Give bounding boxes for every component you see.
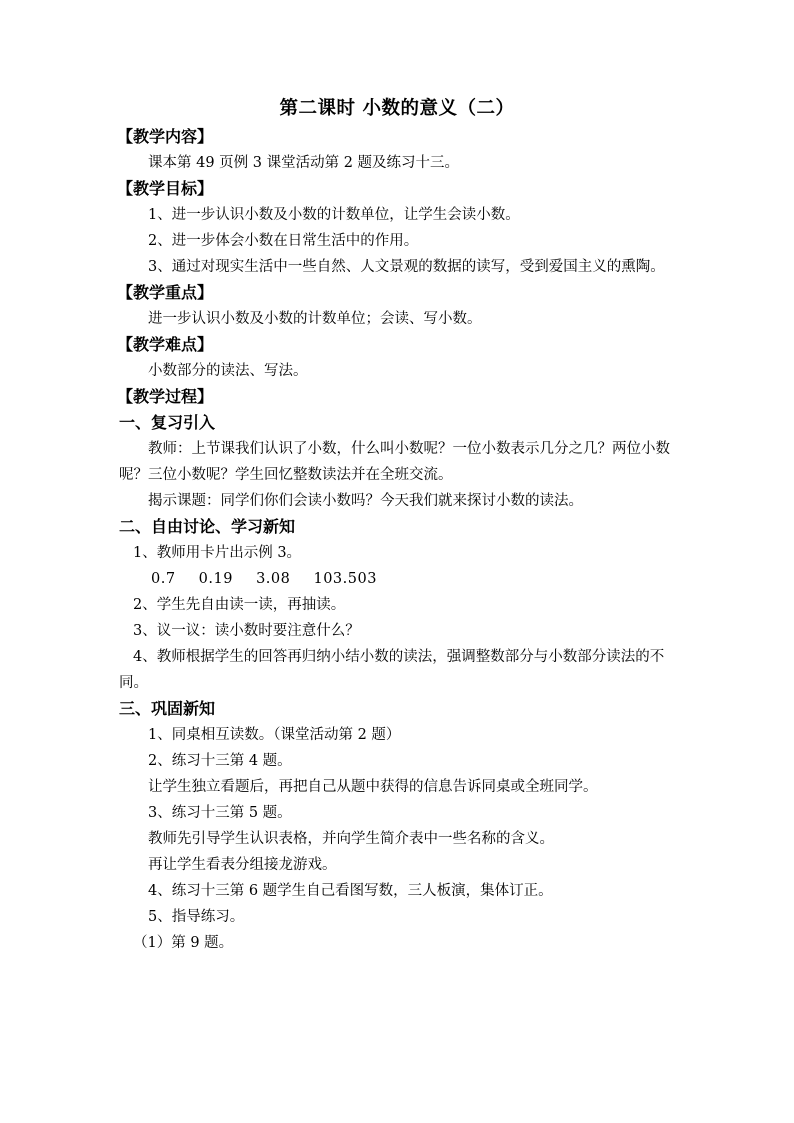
part3-item: 3、练习十三第 5 题。	[148, 805, 292, 821]
section-heading-content: 【教学内容】	[117, 127, 214, 146]
part3-text: 再让学生看表分组接龙游戏。	[148, 857, 337, 873]
part3-text: 让学生独立看题后，再把自己从题中获得的信息告诉同桌或全班同学。	[148, 779, 598, 795]
section-heading-process: 【教学过程】	[117, 387, 214, 406]
goal-item: 1、进一步认识小数及小数的计数单位，让学生会读小数。	[148, 207, 520, 223]
part1-paragraph: 揭示课题：同学们你们会读小数吗？今天我们就来探讨小数的读法。	[148, 493, 583, 509]
section-heading-difficulty: 【教学难点】	[117, 335, 214, 354]
content-text: 课本第 49 页例 3 课堂活动第 2 题及练习十三。	[148, 155, 460, 171]
part1-heading: 一、复习引入	[119, 413, 216, 432]
part3-item: 4、练习十三第 6 题学生自己看图写数，三人板演，集体订正。	[148, 883, 553, 899]
document-body	[119, 124, 679, 956]
part2-item: 3、议一议：读小数时要注意什么？	[133, 623, 360, 639]
part2-item: 1、教师用卡片出示例 3。	[133, 545, 302, 561]
example-number: 103.503	[313, 571, 377, 587]
part3-text: 教师先引导学生认识表格，并向学生简介表中一些名称的含义。	[148, 831, 554, 847]
key-text: 进一步认识小数及小数的计数单位；会读、写小数。	[148, 311, 482, 327]
goal-item: 2、进一步体会小数在日常生活中的作用。	[148, 233, 419, 249]
part2-heading: 二、自由讨论、学习新知	[119, 517, 296, 536]
difficulty-text: 小数部分的读法、写法。	[148, 363, 308, 379]
example-number: 0.19	[198, 571, 233, 587]
page-title: 第二课时 小数的意义（二）	[279, 98, 515, 119]
goal-item: 3、通过对现实生活中一些自然、人文景观的数据的读写，受到爱国主义的熏陶。	[148, 259, 665, 275]
part3-item: 1、同桌相互读数。（课堂活动第 2 题）	[148, 727, 401, 743]
example-number: 3.08	[256, 571, 291, 587]
part2-item: 2、学生先自由读一读，再抽读。	[133, 597, 346, 613]
example-numbers	[119, 566, 679, 592]
part3-subitem: （1）第 9 题。	[133, 935, 234, 951]
section-heading-goals: 【教学目标】	[117, 179, 214, 198]
part1-paragraph: 教师：上节课我们认识了小数，什么叫小数呢？一位小数表示几分之几？两位小数呢？三位小数呢？学生回忆整数读法并在全班交流。	[119, 441, 670, 483]
example-number: 0.7	[151, 571, 176, 587]
part2-item: 4、教师根据学生的回答再归纳小结小数的读法，强调整数部分与小数部分读法的不同。	[119, 649, 665, 691]
section-heading-key: 【教学重点】	[117, 283, 214, 302]
part3-item: 5、指导练习。	[148, 909, 245, 925]
part3-item: 2、练习十三第 4 题。	[148, 753, 292, 769]
part3-heading: 三、巩固新知	[119, 699, 216, 718]
